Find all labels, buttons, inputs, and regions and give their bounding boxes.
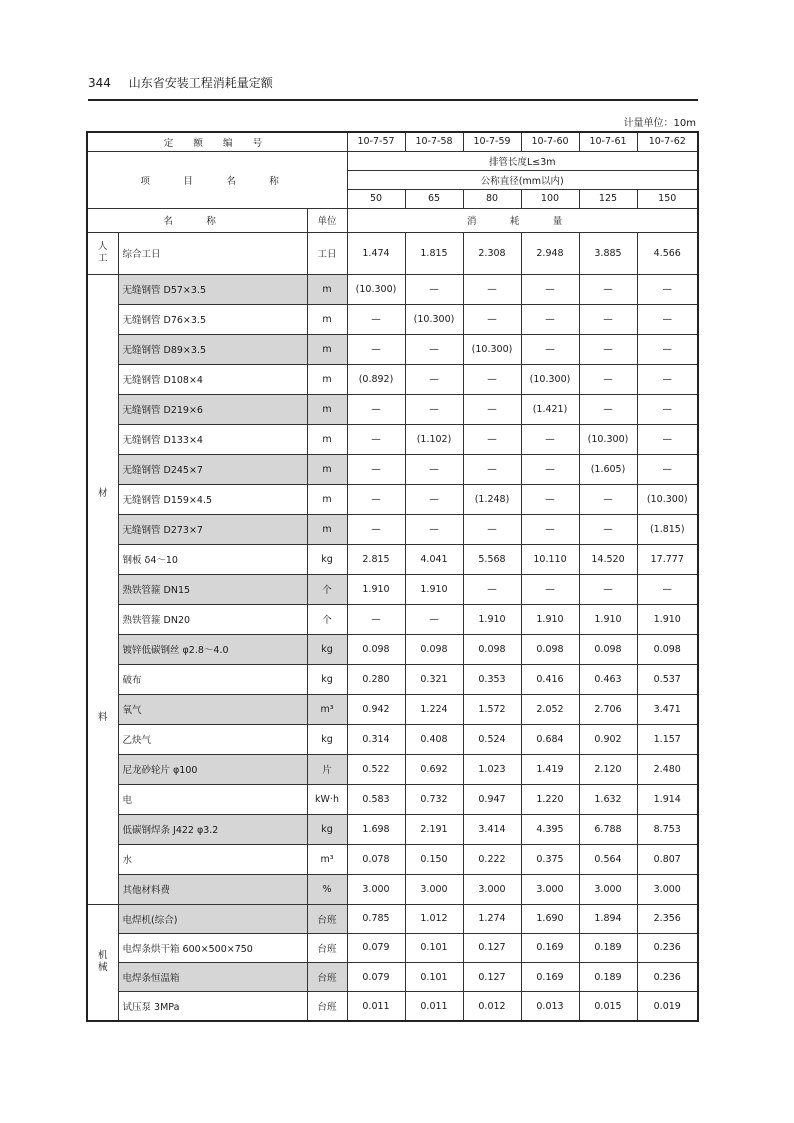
diameter-value: 125 xyxy=(579,189,637,208)
resource-unit: % xyxy=(307,874,347,904)
consumption-value: 0.015 xyxy=(579,992,637,1021)
consumption-value: — xyxy=(521,274,579,304)
consumption-value: 17.777 xyxy=(637,544,698,574)
material-row xyxy=(87,544,698,574)
resource-name: 镀锌低碳钢丝 φ2.8～4.0 xyxy=(118,634,307,664)
material-row xyxy=(87,334,698,364)
consumption-value: — xyxy=(637,394,698,424)
material-row xyxy=(87,514,698,544)
category-machine xyxy=(87,904,118,1021)
consumption-value: (10.300) xyxy=(463,334,521,364)
consumption-value: 0.079 xyxy=(347,963,405,992)
consumption-value: 1.910 xyxy=(521,604,579,634)
consumption-value: — xyxy=(347,514,405,544)
consumption-value: 0.127 xyxy=(463,963,521,992)
consumption-value: (10.300) xyxy=(579,424,637,454)
resource-name: 电 xyxy=(118,784,307,814)
machine-row xyxy=(87,963,698,992)
consumption-value: 0.408 xyxy=(405,724,463,754)
consumption-value: (0.892) xyxy=(347,364,405,394)
material-row xyxy=(87,664,698,694)
consumption-value: 1.910 xyxy=(347,574,405,604)
consumption-value: 2.706 xyxy=(579,694,637,724)
consumption-value: 2.191 xyxy=(405,814,463,844)
consumption-value: 1.914 xyxy=(637,784,698,814)
resource-unit: 台班 xyxy=(307,992,347,1021)
consumption-value: — xyxy=(579,304,637,334)
consumption-value: 0.101 xyxy=(405,963,463,992)
material-row xyxy=(87,484,698,514)
material-row xyxy=(87,814,698,844)
consumption-value: 3.000 xyxy=(637,874,698,904)
consumption-value: 2.052 xyxy=(521,694,579,724)
material-row xyxy=(87,724,698,754)
consumption-value: — xyxy=(405,484,463,514)
consumption-value: — xyxy=(347,424,405,454)
consumption-value: 0.101 xyxy=(405,933,463,962)
consumption-value: — xyxy=(579,394,637,424)
consumption-value: 0.011 xyxy=(347,992,405,1021)
resource-name: 无缝钢管 D89×3.5 xyxy=(118,334,307,364)
column-header-row xyxy=(87,208,698,232)
resource-unit: 台班 xyxy=(307,963,347,992)
quota-code: 10-7-61 xyxy=(579,132,637,151)
quota-table-body xyxy=(87,132,698,1021)
resource-name: 电焊条恒温箱 xyxy=(118,963,307,992)
machine-row xyxy=(87,933,698,962)
consumption-value: — xyxy=(579,484,637,514)
diameter-value: 50 xyxy=(347,189,405,208)
labor-row xyxy=(87,232,698,274)
material-row xyxy=(87,304,698,334)
consumption-value: — xyxy=(347,304,405,334)
resource-name: 乙炔气 xyxy=(118,724,307,754)
consumption-value: 6.788 xyxy=(579,814,637,844)
resource-name: 其他材料费 xyxy=(118,874,307,904)
resource-unit: 个 xyxy=(307,604,347,634)
consumption-value: — xyxy=(463,424,521,454)
resource-name: 熟铁管箍 DN20 xyxy=(118,604,307,634)
consumption-value: 0.947 xyxy=(463,784,521,814)
consumption-value: — xyxy=(521,454,579,484)
resource-unit: m xyxy=(307,514,347,544)
diameter-value: 150 xyxy=(637,189,698,208)
consumption-value: 1.910 xyxy=(405,574,463,604)
resource-name: 电焊条烘干箱 600×500×750 xyxy=(118,933,307,962)
quota-code: 10-7-58 xyxy=(405,132,463,151)
consumption-value: 14.520 xyxy=(579,544,637,574)
material-row xyxy=(87,694,698,724)
consumption-value: — xyxy=(637,274,698,304)
quota-code-label: 定 额 编 号 xyxy=(87,132,347,151)
quota-code: 10-7-62 xyxy=(637,132,698,151)
name-header: 名 称 xyxy=(87,208,307,232)
consumption-value: 2.356 xyxy=(637,904,698,933)
consumption-value: 1.910 xyxy=(463,604,521,634)
consumption-value: 1.815 xyxy=(405,232,463,274)
consumption-value: (1.421) xyxy=(521,394,579,424)
resource-name: 试压泵 3MPa xyxy=(118,992,307,1021)
category-label-char: 人 xyxy=(97,241,108,253)
resource-name: 无缝钢管 D57×3.5 xyxy=(118,274,307,304)
resource-unit: kW·h xyxy=(307,784,347,814)
consumption-value: — xyxy=(347,394,405,424)
resource-name: 低碳钢焊条 J422 φ3.2 xyxy=(118,814,307,844)
resource-unit: 台班 xyxy=(307,933,347,962)
consumption-value: — xyxy=(463,454,521,484)
material-row xyxy=(87,454,698,484)
resource-unit: m xyxy=(307,304,347,334)
material-row xyxy=(87,784,698,814)
material-row xyxy=(87,754,698,784)
consumption-value: 0.078 xyxy=(347,844,405,874)
consumption-value: 0.236 xyxy=(637,963,698,992)
resource-name: 钢板 δ4～10 xyxy=(118,544,307,574)
consumption-value: (1.815) xyxy=(637,514,698,544)
consumption-value: 3.000 xyxy=(463,874,521,904)
resource-name: 氧气 xyxy=(118,694,307,724)
consumption-value: 0.537 xyxy=(637,664,698,694)
consumption-value: 3.471 xyxy=(637,694,698,724)
consumption-value: — xyxy=(637,574,698,604)
consumption-value: 1.910 xyxy=(637,604,698,634)
consumption-value: 0.375 xyxy=(521,844,579,874)
consumption-value: 0.321 xyxy=(405,664,463,694)
consumption-value: 0.942 xyxy=(347,694,405,724)
consumption-value: 4.041 xyxy=(405,544,463,574)
resource-unit: kg xyxy=(307,724,347,754)
category-label-char: 材 xyxy=(97,487,108,499)
consumption-value: 1.698 xyxy=(347,814,405,844)
measurement-unit: 计量单位：10m xyxy=(623,118,696,129)
consumption-value: 0.222 xyxy=(463,844,521,874)
consumption-value: — xyxy=(405,454,463,484)
consumption-value: 0.785 xyxy=(347,904,405,933)
consumption-value: 0.012 xyxy=(463,992,521,1021)
consumption-value: — xyxy=(405,364,463,394)
resource-unit: 台班 xyxy=(307,904,347,933)
resource-unit: kg xyxy=(307,544,347,574)
resource-unit: kg xyxy=(307,814,347,844)
consumption-value: — xyxy=(463,364,521,394)
resource-name: 电焊机(综合) xyxy=(118,904,307,933)
consumption-value: 3.000 xyxy=(579,874,637,904)
consumption-value: (1.248) xyxy=(463,484,521,514)
consumption-value: — xyxy=(579,274,637,304)
consumption-value: 0.524 xyxy=(463,724,521,754)
consumption-value: 1.690 xyxy=(521,904,579,933)
consumption-value: 0.314 xyxy=(347,724,405,754)
consumption-value: — xyxy=(521,334,579,364)
resource-name: 无缝钢管 D159×4.5 xyxy=(118,484,307,514)
consumption-value: — xyxy=(405,274,463,304)
consumption-value: — xyxy=(347,604,405,634)
consumption-value: 3.000 xyxy=(405,874,463,904)
consumption-value: 0.079 xyxy=(347,933,405,962)
consumption-value: 2.948 xyxy=(521,232,579,274)
resource-name: 无缝钢管 D219×6 xyxy=(118,394,307,424)
resource-name: 无缝钢管 D245×7 xyxy=(118,454,307,484)
pipe-length-label: 排管长度L≤3m xyxy=(347,151,698,170)
material-row xyxy=(87,574,698,604)
consumption-value: — xyxy=(347,334,405,364)
consumption-value: 0.189 xyxy=(579,933,637,962)
consumption-value: 0.150 xyxy=(405,844,463,874)
resource-name: 尼龙砂轮片 φ100 xyxy=(118,754,307,784)
page-number: 344 xyxy=(88,76,111,90)
resource-unit: m xyxy=(307,364,347,394)
consumption-value: — xyxy=(579,334,637,364)
unit-header: 单位 xyxy=(307,208,347,232)
consumption-value: 3.885 xyxy=(579,232,637,274)
consumption-value: 2.480 xyxy=(637,754,698,784)
resource-name: 无缝钢管 D108×4 xyxy=(118,364,307,394)
consumption-value: 0.522 xyxy=(347,754,405,784)
consumption-value: — xyxy=(521,484,579,514)
consumption-header: 消 耗 量 xyxy=(347,208,698,232)
consumption-value: 0.583 xyxy=(347,784,405,814)
consumption-value: 10.110 xyxy=(521,544,579,574)
consumption-value: (10.300) xyxy=(347,274,405,304)
consumption-value: 5.568 xyxy=(463,544,521,574)
consumption-value: 1.632 xyxy=(579,784,637,814)
consumption-value: 1.274 xyxy=(463,904,521,933)
page-header xyxy=(88,74,273,91)
resource-unit: kg xyxy=(307,664,347,694)
consumption-value: 1.012 xyxy=(405,904,463,933)
consumption-value: — xyxy=(579,574,637,604)
consumption-value: 1.910 xyxy=(579,604,637,634)
consumption-value: 3.000 xyxy=(347,874,405,904)
resource-name: 综合工日 xyxy=(118,232,307,274)
header-rule xyxy=(88,99,698,101)
category-label-char: 机 xyxy=(97,950,108,962)
consumption-value: — xyxy=(405,514,463,544)
resource-unit: m³ xyxy=(307,844,347,874)
consumption-value: 0.353 xyxy=(463,664,521,694)
consumption-value: — xyxy=(463,514,521,544)
consumption-value: 0.098 xyxy=(521,634,579,664)
resource-unit: m xyxy=(307,424,347,454)
consumption-value: (10.300) xyxy=(405,304,463,334)
consumption-value: 0.098 xyxy=(637,634,698,664)
category-label-char: 工 xyxy=(97,253,108,264)
consumption-value: (10.300) xyxy=(637,484,698,514)
material-row xyxy=(87,874,698,904)
consumption-value: 0.169 xyxy=(521,963,579,992)
consumption-value: 2.308 xyxy=(463,232,521,274)
consumption-value: — xyxy=(521,574,579,604)
material-row xyxy=(87,364,698,394)
quota-code: 10-7-60 xyxy=(521,132,579,151)
consumption-value: 0.019 xyxy=(637,992,698,1021)
consumption-value: 0.807 xyxy=(637,844,698,874)
resource-name: 水 xyxy=(118,844,307,874)
resource-name: 熟铁管箍 DN15 xyxy=(118,574,307,604)
consumption-value: (1.605) xyxy=(579,454,637,484)
consumption-value: — xyxy=(405,604,463,634)
material-row xyxy=(87,424,698,454)
resource-unit: 片 xyxy=(307,754,347,784)
consumption-value: — xyxy=(463,394,521,424)
category-label-char: 械 xyxy=(97,962,108,974)
consumption-value: 1.419 xyxy=(521,754,579,784)
resource-name: 无缝钢管 D76×3.5 xyxy=(118,304,307,334)
consumption-value: 8.753 xyxy=(637,814,698,844)
material-row xyxy=(87,274,698,304)
consumption-value: — xyxy=(637,304,698,334)
consumption-value: — xyxy=(637,364,698,394)
consumption-value: 2.815 xyxy=(347,544,405,574)
item-name-label: 项 目 名 称 xyxy=(87,151,347,208)
consumption-value: — xyxy=(405,394,463,424)
quota-code: 10-7-59 xyxy=(463,132,521,151)
resource-unit: m³ xyxy=(307,694,347,724)
diameter-value: 80 xyxy=(463,189,521,208)
consumption-value: — xyxy=(579,514,637,544)
consumption-value: 0.902 xyxy=(579,724,637,754)
resource-unit: 工日 xyxy=(307,232,347,274)
consumption-value: 2.120 xyxy=(579,754,637,784)
consumption-value: 1.224 xyxy=(405,694,463,724)
consumption-value: — xyxy=(405,334,463,364)
consumption-value: 0.732 xyxy=(405,784,463,814)
consumption-value: — xyxy=(463,574,521,604)
consumption-value: (10.300) xyxy=(521,364,579,394)
pipe-length-row xyxy=(87,151,698,170)
consumption-value: (1.102) xyxy=(405,424,463,454)
consumption-value: 0.463 xyxy=(579,664,637,694)
consumption-value: 0.098 xyxy=(347,634,405,664)
consumption-value: 0.127 xyxy=(463,933,521,962)
category-material xyxy=(87,274,118,904)
consumption-value: 0.280 xyxy=(347,664,405,694)
quota-code: 10-7-57 xyxy=(347,132,405,151)
consumption-value: 1.157 xyxy=(637,724,698,754)
consumption-value: — xyxy=(637,334,698,364)
consumption-value: 4.395 xyxy=(521,814,579,844)
resource-name: 无缝钢管 D273×7 xyxy=(118,514,307,544)
diameter-value: 65 xyxy=(405,189,463,208)
consumption-value: 0.564 xyxy=(579,844,637,874)
diameter-value: 100 xyxy=(521,189,579,208)
consumption-value: 0.189 xyxy=(579,963,637,992)
consumption-value: 1.474 xyxy=(347,232,405,274)
consumption-value: — xyxy=(579,364,637,394)
machine-row xyxy=(87,904,698,933)
resource-unit: m xyxy=(307,274,347,304)
resource-unit: m xyxy=(307,484,347,514)
material-row xyxy=(87,844,698,874)
consumption-value: 0.169 xyxy=(521,933,579,962)
quota-code-row xyxy=(87,132,698,151)
consumption-value: 3.414 xyxy=(463,814,521,844)
consumption-value: 1.023 xyxy=(463,754,521,784)
category-labor xyxy=(87,232,118,274)
consumption-value: — xyxy=(637,424,698,454)
consumption-value: — xyxy=(637,454,698,484)
consumption-value: 0.098 xyxy=(405,634,463,664)
consumption-value: — xyxy=(347,454,405,484)
consumption-value: 0.684 xyxy=(521,724,579,754)
resource-name: 无缝钢管 D133×4 xyxy=(118,424,307,454)
consumption-value: — xyxy=(463,274,521,304)
consumption-value: 1.894 xyxy=(579,904,637,933)
category-label-char: 料 xyxy=(97,711,108,723)
consumption-value: — xyxy=(521,514,579,544)
consumption-value: — xyxy=(521,304,579,334)
consumption-value: 1.220 xyxy=(521,784,579,814)
consumption-value: 0.692 xyxy=(405,754,463,784)
diameter-label: 公称直径(mm以内) xyxy=(347,170,698,189)
consumption-value: — xyxy=(463,304,521,334)
resource-unit: m xyxy=(307,334,347,364)
consumption-value: 0.416 xyxy=(521,664,579,694)
consumption-value: — xyxy=(347,484,405,514)
quota-table xyxy=(86,131,699,1022)
material-row xyxy=(87,604,698,634)
consumption-value: 0.098 xyxy=(579,634,637,664)
machine-row xyxy=(87,992,698,1021)
consumption-value: 0.013 xyxy=(521,992,579,1021)
resource-unit: m xyxy=(307,454,347,484)
material-row xyxy=(87,394,698,424)
consumption-value: 0.011 xyxy=(405,992,463,1021)
book-title: 山东省安装工程消耗量定额 xyxy=(128,76,273,90)
resource-unit: kg xyxy=(307,634,347,664)
consumption-value: 0.236 xyxy=(637,933,698,962)
consumption-value: 3.000 xyxy=(521,874,579,904)
material-row xyxy=(87,634,698,664)
resource-name: 破布 xyxy=(118,664,307,694)
consumption-value: 1.572 xyxy=(463,694,521,724)
resource-unit: m xyxy=(307,394,347,424)
consumption-value: 0.098 xyxy=(463,634,521,664)
resource-unit: 个 xyxy=(307,574,347,604)
consumption-value: 4.566 xyxy=(637,232,698,274)
consumption-value: — xyxy=(521,424,579,454)
